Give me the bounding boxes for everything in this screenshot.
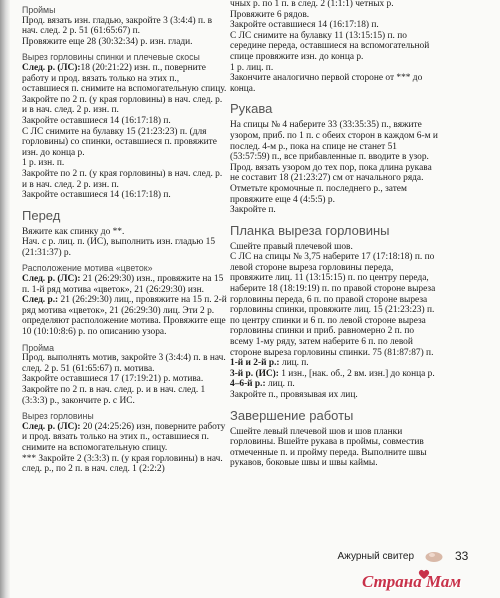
paragraph-text: 1 изн., [нак. об., 2 вм. изн.] до конца р. <box>278 368 435 379</box>
paragraph-text: 18 (20:21:22) изн. п., поверните работу и прод. вязать только на этих п., оставшиеся п. снимите на вспомогательную спицу. <box>22 62 227 95</box>
paragraph: *** Закройте 2 (3:3:3) п. (у края горловины) в нач. след. р., по 2 п. в нач. след. 1 (2:2:2) <box>22 453 223 475</box>
row-label: След. р. (ЛС): <box>22 421 81 432</box>
paragraph: Сшейте правый плечевой шов. <box>230 241 353 252</box>
row-label: 1-й и 2-й р.: <box>230 358 280 369</box>
paragraph: 1 р. изн. п. <box>22 158 65 169</box>
page-number: 33 <box>455 549 469 563</box>
page-footer <box>0 545 500 569</box>
section-heading: Планка выреза горловины <box>230 222 390 238</box>
page-binding-shadow <box>0 0 10 598</box>
paragraph: Закройте по 2 п. в нач. след. р. и в нач. след. 1 (3:3:3) р., закончите р. с ИС. <box>22 385 206 406</box>
paragraph: 1 р. лиц. п. <box>230 62 274 73</box>
paragraph: Закройте оставшиеся 17 (17:19:21) р. мотива. <box>22 374 204 385</box>
row-label: След. р. (ЛС): <box>22 62 81 73</box>
section-heading: Рукава <box>230 101 273 117</box>
subsection-heading: Вырез горловины спинки и плечевые скосы <box>22 52 200 63</box>
paragraph <box>22 422 227 454</box>
subsection-heading: Пройма <box>22 342 54 353</box>
paragraph: Сшейте левый плечевой шов и шов планки горловины. Вшейте рукава в проймы, совместив отмеченные п. и пройму переда. Выполните швы рукавов, боковые швы и швы каймы. <box>230 426 427 469</box>
paragraph: Провяжите еще 28 (30:32:34) р. изн. глади. <box>22 36 193 47</box>
section-heading: Перед <box>22 207 61 223</box>
paragraph: Закройте п. <box>230 205 276 216</box>
watermark <box>356 568 496 596</box>
paragraph: Закройте по 2 п. (у края горловины) в нач. след. р. и в нач. след. 2 р. изн. п. <box>22 168 223 190</box>
paragraph-text: лиц. п. <box>279 358 309 369</box>
watermark-text: Страна Мам <box>362 572 462 591</box>
paragraph: С ЛС снимите на булавку 11 (13:15:15) п. по середине переда, оставшиеся на вспомогательной спице провяжите изн. до конца р. <box>230 30 430 62</box>
paragraph: Прод. вязать изн. гладью, закройте 3 (3:4:4) п. в нач. след. 2 р. 51 (61:65:67) п. <box>22 15 213 37</box>
footer-title: Ажурный свитер <box>337 551 414 562</box>
section-heading: Завершение работы <box>230 407 354 423</box>
paragraph: Закройте оставшиеся 14 (16:17:18) п. <box>230 20 379 31</box>
paragraph: Закройте оставшиеся 14 (16:17:18) п. <box>22 190 171 201</box>
paragraph: Отметьте кромочные п. последнего р., затем провяжите еще 4 (4:5:5) р. <box>230 183 407 205</box>
paragraph <box>230 369 438 380</box>
paragraph: чных р. по 1 п. в след. 2 (1:1:1) четных р. Провяжите 6 рядов. <box>230 0 394 20</box>
paragraph-text: лиц. п. <box>265 379 295 390</box>
paragraph: На спицы № 4 наберите 33 (33:35:35) п., вяжите узором, приб. по 1 п. с обеих сторон в каждом 6-м и послед. 4-м р., пока на спице не станет 51 (53:57:59) п., все прибавленные п. вводите в узор. <box>230 120 438 163</box>
paragraph <box>22 274 227 295</box>
paragraph: Вяжите как спинку до **. <box>22 226 125 237</box>
left-column <box>22 0 227 475</box>
paragraph: Закройте оставшиеся 14 (16:17:18) п. <box>22 115 171 126</box>
paragraph-text: 21 (26:29:30) изн., провяжите на 15 п. 1-й ряд мотива «цветок», 21 (26:29:30) изн. <box>22 274 224 295</box>
row-label: 4–6-й р.: <box>230 379 266 390</box>
paragraph: Прод. вязать узором до тех пор, пока длина рукава не составит 18 (21:23:27) см от начального ряда. <box>230 162 432 184</box>
paragraph-text: 20 (24:25:26) изн, поверните работу и прод. вязать только на этих п., оставшиеся п. снимите на вспомогательную спицу. <box>22 421 226 453</box>
paragraph <box>230 379 438 390</box>
subsection-heading: Проймы <box>22 5 56 15</box>
right-column <box>230 0 438 469</box>
paragraph-text: 21 (26:29:30) лиц., провяжите на 15 п. 2-й ряд мотива «цветок», 21 (26:29:30) лиц. Эти 2 р. определяют расположение мотива. Провяжите еще 10 (10:10:8:6) р. по описанию узора. <box>22 295 227 338</box>
paragraph: Прод. выполнять мотив, закройте 3 (3:4:4) п. в нач. след. 2 р. 51 (61:65:67) п. мотива. <box>22 353 226 374</box>
footer-decoration-icon <box>425 551 443 562</box>
paragraph: Закончите аналогично первой стороне от *** до конца. <box>230 73 423 94</box>
paragraph: С ЛС на спицы № 3,75 наберите 17 (17:18:18) п. по левой стороне выреза горловины переда, провяжите лиц. 11 (13:15:15) п. по центру переда, наберите 18 (18:19:19) п. по правой стороне выреза горловины переда, 6 п. по правой стороне выреза горловины спинки, провяжите лиц. 15 (21:23:23) п. по центру спинки и 6 п. по левой стороне выреза горловины спинки и приб. равномерно 2 п. по всему 1-му ряду, затем наберите 6 п. по левой стороне выреза горловины спинки. 75 (81:87:87) п. <box>230 252 436 358</box>
row-label: 3-й р. (ИС): <box>230 368 279 379</box>
row-label: След. р.: <box>22 295 59 306</box>
paragraph: Закройте п., провязывая их лиц. <box>230 390 358 400</box>
paragraph <box>22 295 227 337</box>
paragraph: Нач. с р. лиц. п. (ИС), выполнить изн. гладью 15 (21:31:37) р. <box>22 237 216 258</box>
paragraph: С ЛС снимите на булавку 15 (21:23:23) п. (для горловины) со спинки, оставшиеся п. провяжите изн. до конца р. <box>22 126 217 158</box>
paragraph <box>230 358 438 369</box>
subsection-heading: Вырез горловины <box>22 411 94 422</box>
row-label: След. р. (ЛС): <box>22 274 81 285</box>
paragraph <box>22 63 227 95</box>
paragraph: Закройте по 2 п. (у края горловины) в нач. след. р. и в нач. след. 2 р. изн. п. <box>22 94 223 116</box>
subsection-heading: Расположение мотива «цветок» <box>22 263 153 274</box>
